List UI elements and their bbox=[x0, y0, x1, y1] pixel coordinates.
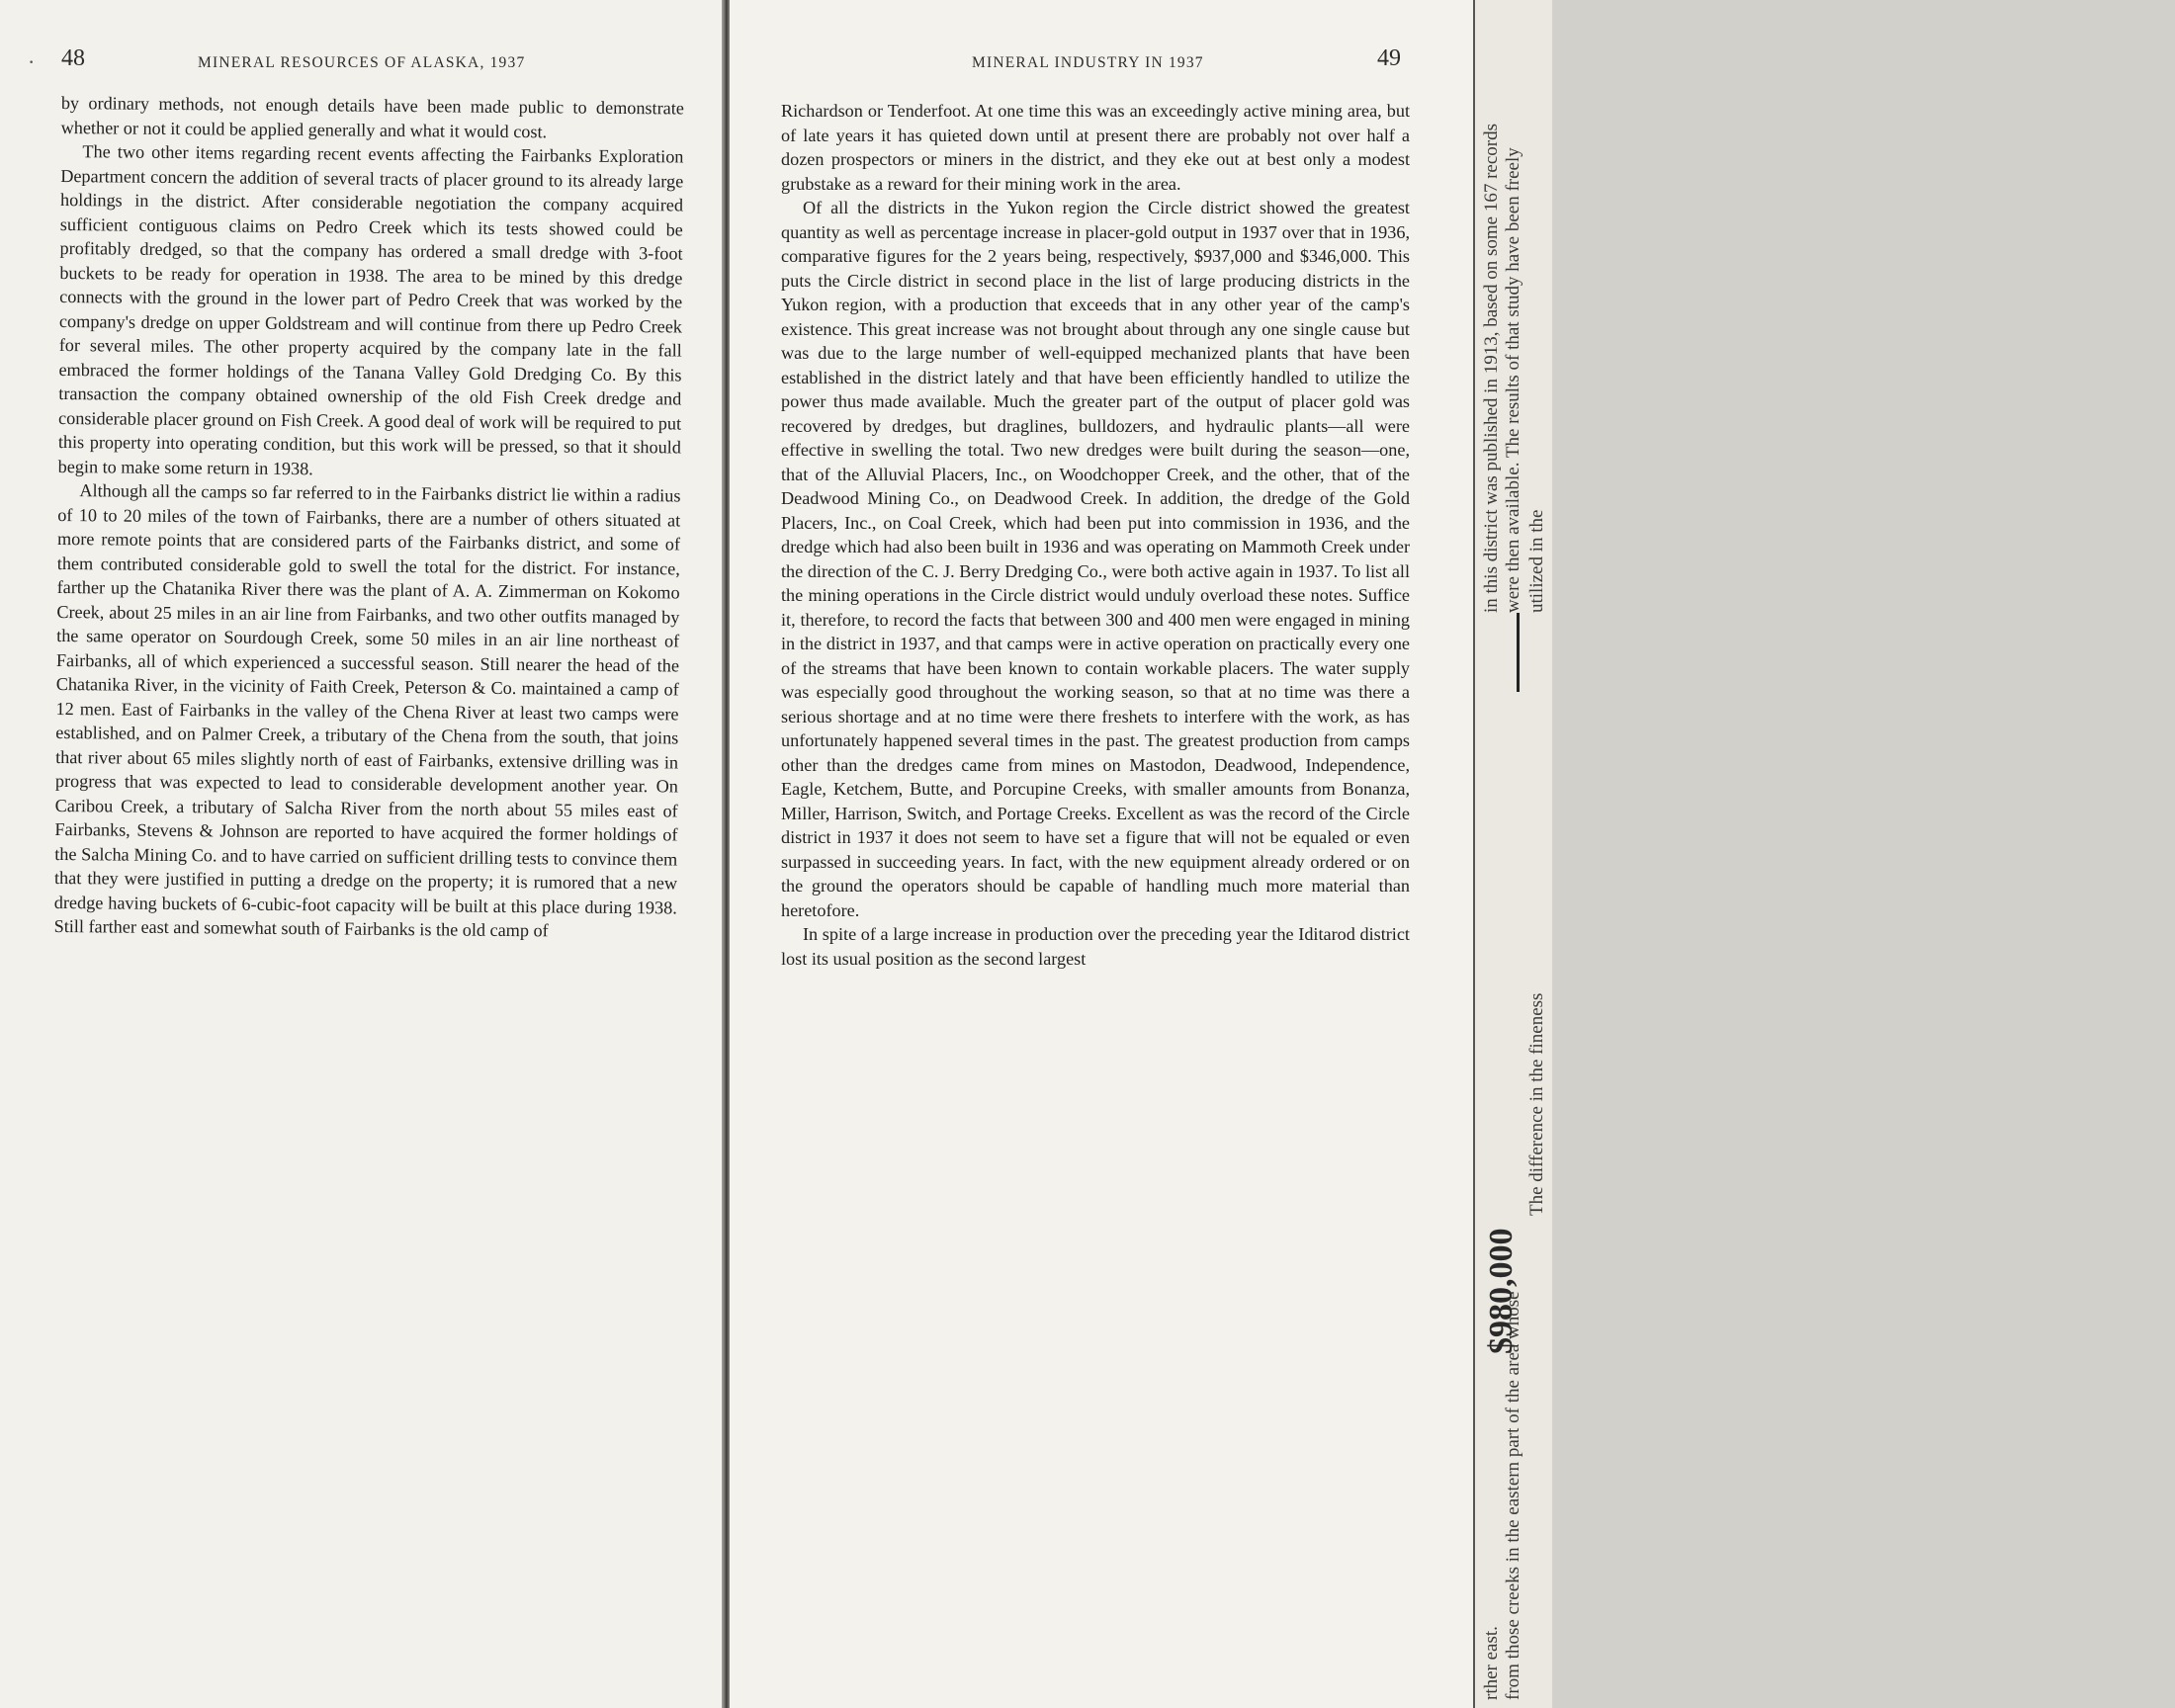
paragraph: Although all the camps so far referred to in the Fairbanks district lie within a radius of 10 to 20 miles of the town of Fairbanks, there are a number of others situated at more remote points that are considered parts of the Fairbanks district, and some of them contributed considerable gold to swell the total for the district. For instance, farther up the Chatanika River there was the plant of A. A. Zimmerman on Kokomo Creek, about 25 miles in an air line from Fairbanks, and two other outfits managed by the same operator on Sourdough Creek, some 50 miles in an air line northeast of Fairbanks, all of which experienced a successful season. Still nearer the head of the Chatanika River, in the vicinity of Faith Creek, Peterson & Co. maintained a camp of 12 men. East of Fairbanks in the valley of the Chena River at least two camps were established, and on Palmer Creek, a tributary of the Chena from the south, that joins that river about 65 miles slightly north of east of Fairbanks, extensive drilling was in progress that was expected to lead to considerable development another year. On Caribou Creek, a tributary of Salcha River from the north about 55 miles east of Fairbanks, Stevens & Johnson are reported to have acquired the former holdings of the Salcha Mining Co. and to have carried on sufficient drilling tests to convince them that they were justified in putting a dredge on the property; it is rumored that a new dredge having buckets of 6-cubic-foot capacity will be built at this place during 1938. Still farther east and somewhat south of Fairbanks is the old camp of bbox=[53, 480, 681, 941]
page-number: 49 bbox=[1377, 45, 1401, 71]
paragraph: Of all the districts in the Yukon region the Circle district showed the greatest quantity as well as percentage increase in placer-gold output in 1937 over that in 1936, comparative figures for the 2 years being, respectively, $937,000 and $346,000. This puts the Circle district in second place in the list of large producing districts in the Yukon region, with a production that exceeds that in any other year of the camp's existence. This great increase was not brought about through any one single cause but was due to the large number of well-equipped mechanized plants that have been established in the district lately and that have been efficiently handled to utilize the power thus made available. Much the greater part of the output of placer gold was recovered by dredges, but draglines, bulldozers, and hydraulic plants—all were effective in swelling the total. Two new dredges were built during the season—one, that of the Alluvial Placers, Inc., on Woodchopper Creek, and the other, that of the Deadwood Mining Co., on Deadwood Creek. In addition, the dredge of the Gold Placers, Inc., on Coal Creek, which had been put into commission in 1936, and the dredge which had also been built in 1936 and was operating on Mammoth Creek under the direction of the C. J. Berry Dredging Co., were both active again in 1937. To list all the mining operations in the Circle district would unduly overload these notes. Suffice it, therefore, to record the facts that between 300 and 400 men were engaged in mining in the district in 1937, and that camps were in active operation on practically every one of the streams that have been known to contain workable placers. The water supply was especially good throughout the working season, so that at no time was there a serious shortage and at no time were there freshets to interfere with the work, as has unfortunately happened several times in the past. The greatest production from camps other than the dredges came from mines on Mastodon, Deadwood, Independence, Eagle, Ketchem, Butte, and Porcupine Creeks, with smaller amounts from Bonanza, Miller, Harrison, Switch, and Portage Creeks. Excellent as was the record of the Circle district in 1937 it does not seem to have set a figure that will not be equaled or even surpassed in succeeding years. In fact, with the new equipment already ordered or on the ground the operators should be capable of handling much more material than heretofore. bbox=[781, 198, 1410, 920]
left-page bbox=[0, 0, 722, 1708]
edge-figure: $980,000 bbox=[1483, 1228, 1520, 1354]
background bbox=[1552, 0, 2175, 1708]
running-head: MINERAL INDUSTRY IN 1937 bbox=[972, 54, 1204, 71]
edge-text-line: The difference in the fineness bbox=[1526, 992, 1547, 1216]
paragraph: Richardson or Tenderfoot. At one time this was an exceedingly active mining area, but of late years it has quieted down until at present there are probably not over half a dozen prospectors or miners in the district, and they eke out at best only a modest grubstake as a reward for their mining work in the area. bbox=[781, 101, 1410, 194]
paragraph: In spite of a large increase in production over the preceding year the Iditarod district lost its usual position as the second largest bbox=[781, 924, 1410, 969]
body-text bbox=[781, 99, 1410, 971]
paragraph: The two other items regarding recent events affecting the Fairbanks Exploration Department concern the addition of several tracts of placer ground to its already large holdings in the district. After considerable negotiation the company acquired sufficient contiguous claims on Pedro Creek which its tests showed could be profitably dredged, so that the company has ordered a small dredge with 3-foot buckets to be ready for operation in 1938. The area to be mined by this dredge connects with the ground in the lower part of Pedro Creek that was worked by the company's dredge on upper Goldstream and will continue from there up Pedro Creek for several miles. The other property acquired by the company late in the fall embraced the former holdings of the Tanana Valley Gold Dredging Co. By this transaction the company obtained ownership of the old Fish Creek dredge and considerable placer ground on Fish Creek. A good deal of work will be required to put this property into operating condition, but this work will be pressed, so that it should begin to make some return in 1938. bbox=[57, 141, 684, 478]
edge-text-line: in this district was published in 1913, based on some 167 records bbox=[1481, 124, 1502, 613]
margin-mark: · bbox=[28, 49, 36, 74]
edge-text-line: rther east. bbox=[1481, 1626, 1502, 1700]
body-text bbox=[54, 91, 684, 944]
edge-text-line: utilized in the bbox=[1526, 509, 1547, 613]
page-number: 48 bbox=[61, 45, 85, 71]
right-page bbox=[730, 0, 1473, 1708]
running-head: MINERAL RESOURCES OF ALASKA, 1937 bbox=[198, 54, 526, 71]
adjacent-page-fragment bbox=[1473, 0, 1554, 1708]
edge-text-line: were then available. The results of that study have been freely bbox=[1503, 147, 1523, 613]
paragraph: by ordinary methods, not enough details have been made public to demonstrate whether or not it could be applied generally and what it would cost. bbox=[60, 92, 684, 141]
column-rule bbox=[1517, 613, 1520, 692]
edge-text-line: from those creeks in the eastern part of the area whose bbox=[1503, 1291, 1523, 1700]
